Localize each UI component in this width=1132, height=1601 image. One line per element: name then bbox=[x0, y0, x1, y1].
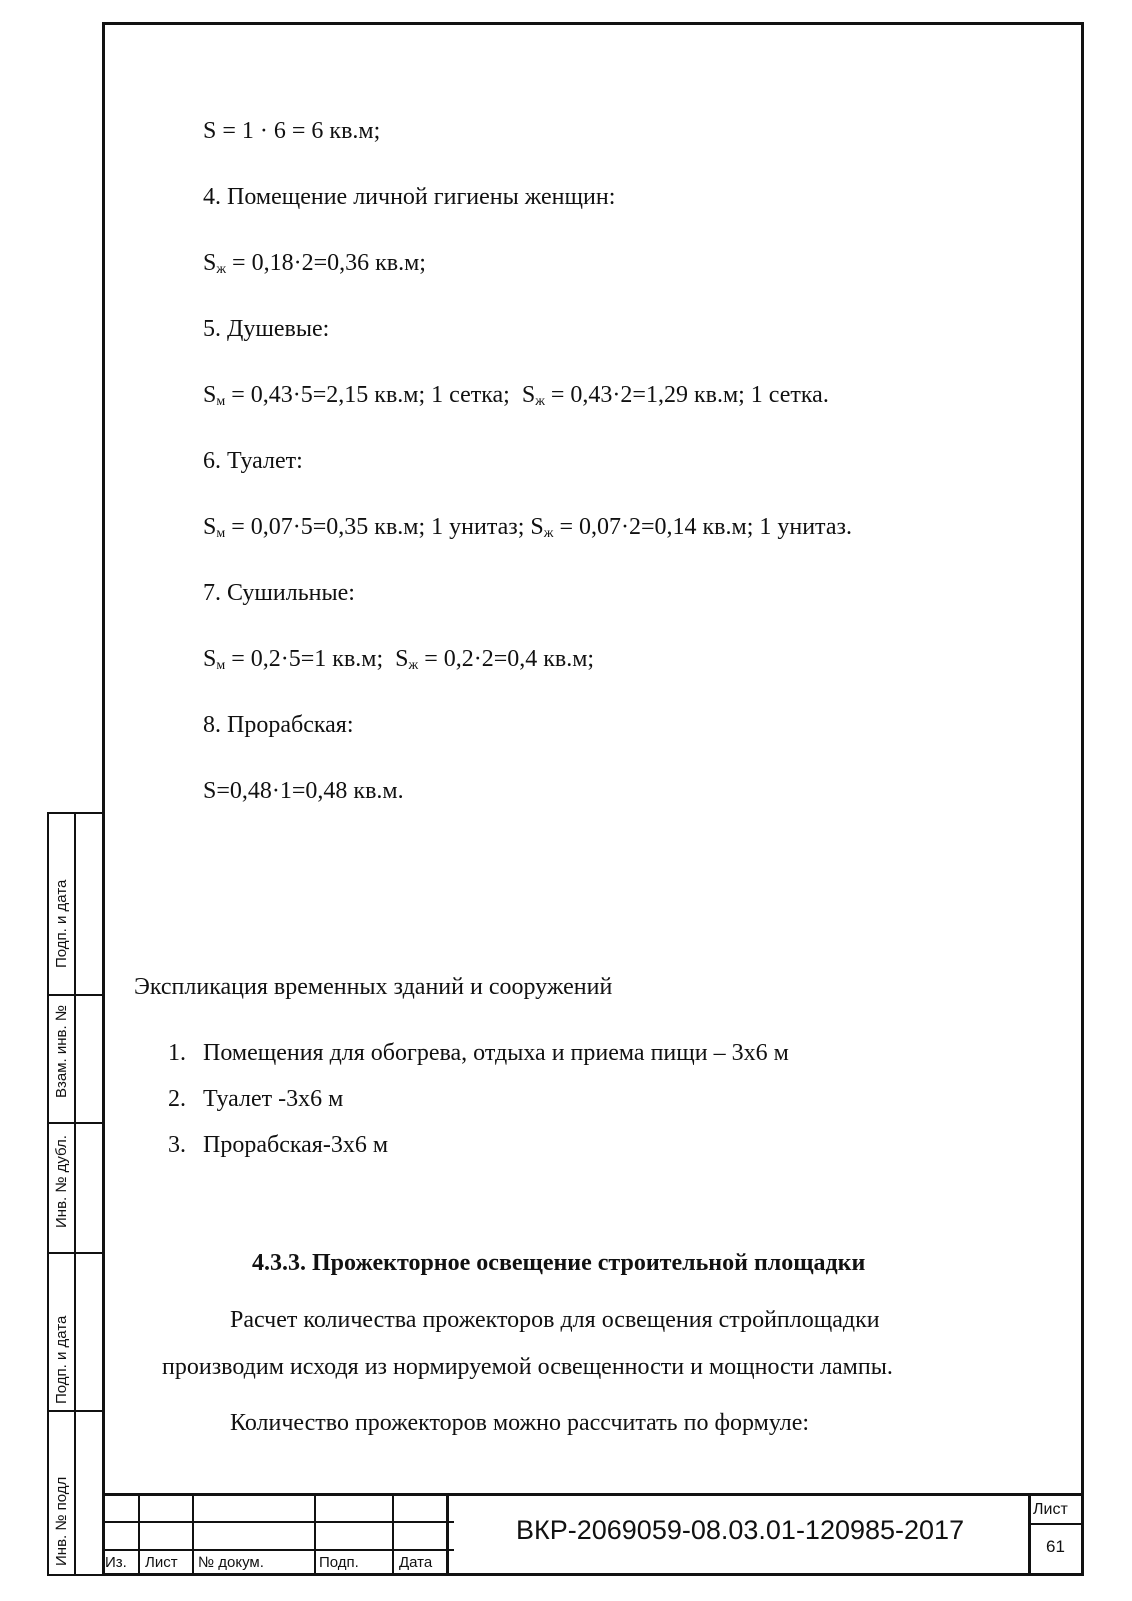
formula-toilet: $S_м = 0,07\cdot 5=0,35$ кв.м; 1 унитаз; $S_ж = 0,07\cdot 2=0,14$ кв.м; 1 унитаз. bbox=[203, 514, 852, 541]
title-block-top-border bbox=[102, 1493, 1084, 1496]
paragraph-line: производим исходя из нормируемой освещенности и мощности лампы. bbox=[162, 1354, 893, 1380]
formula-dryers: $S_м = 0,2\cdot 5=1$ кв.м; $S_ж = 0,2\cdot 2=0,4$ кв.м; bbox=[203, 646, 595, 673]
explication-item-text: Помещения для обогрева, отдыха и приема пищи – 3х6 м bbox=[203, 1040, 789, 1066]
left-stamp-label-original-inv: Инв. № подл bbox=[53, 1476, 70, 1566]
column-label-sheet: Лист bbox=[145, 1554, 178, 1571]
sheet-number: 61 bbox=[1046, 1537, 1065, 1556]
item-heading-showers: 5. Душевые: bbox=[203, 316, 330, 342]
title-block-col-line bbox=[392, 1493, 394, 1576]
left-stamp-divider bbox=[49, 1122, 103, 1124]
formula-showers: $S_м = 0,43\cdot 5=2,15$ кв.м; 1 сетка; $S_ж = 0,43\cdot 2=1,29$ кв.м; 1 сетка. bbox=[203, 382, 829, 409]
column-label-document: № докум. bbox=[198, 1554, 264, 1571]
left-stamp-divider bbox=[49, 994, 103, 996]
item-heading-dryers: 7. Сушильные: bbox=[203, 580, 355, 606]
column-label-signature: Подп. bbox=[319, 1554, 359, 1571]
left-stamp-divider bbox=[49, 1252, 103, 1254]
column-label-change: Из. bbox=[105, 1554, 127, 1571]
formula-women-hygiene: $S_ж = 0,18\cdot 2=0,36$ кв.м; bbox=[203, 250, 426, 277]
explication-item-number: 3. bbox=[168, 1132, 186, 1158]
title-block-sheet-line bbox=[1028, 1523, 1084, 1525]
formula-line: S = 1 · 6 = 6 кв.м; bbox=[203, 118, 381, 144]
explication-item-number: 2. bbox=[168, 1086, 186, 1112]
document-code: ВКР-2069059-08.03.01-120985-2017 bbox=[516, 1515, 965, 1545]
title-block-col-line bbox=[1028, 1493, 1031, 1576]
left-stamp-label-sign-date-2: Подп. и дата bbox=[53, 1315, 70, 1404]
column-label-date: Дата bbox=[399, 1554, 433, 1571]
title-block-col-line bbox=[446, 1493, 449, 1576]
title-block-col-line bbox=[192, 1493, 194, 1576]
title-block-row-line bbox=[102, 1521, 454, 1523]
paragraph-line: Количество прожекторов можно рассчитать по формуле: bbox=[230, 1410, 810, 1436]
title-block bbox=[102, 1493, 1084, 1576]
left-stamp-label-duplicate-inv: Инв. № дубл. bbox=[53, 1135, 70, 1228]
left-stamp-label-replacement-inv: Взам. инв. № bbox=[53, 1005, 70, 1098]
left-stamp-divider bbox=[49, 1410, 103, 1412]
explication-item-number: 1. bbox=[168, 1040, 186, 1066]
explication-item-text: Прорабская-3х6 м bbox=[203, 1132, 389, 1158]
title-block-col-line bbox=[138, 1493, 140, 1576]
explication-item-text: Туалет -3х6 м bbox=[203, 1086, 344, 1112]
paragraph-line: Расчет количества прожекторов для освещения стройплощадки bbox=[230, 1307, 880, 1333]
left-stamp-vline bbox=[74, 814, 76, 1574]
section-heading: 4.3.3. Прожекторное освещение строительной площадки bbox=[252, 1250, 866, 1276]
title-block-row-line bbox=[102, 1549, 454, 1551]
formula-foreman: S=0,48·1=0,48 кв.м. bbox=[203, 778, 404, 804]
item-heading-foreman: 8. Прорабская: bbox=[203, 712, 354, 738]
item-heading-women-hygiene: 4. Помещение личной гигиены женщин: bbox=[203, 184, 616, 210]
item-heading-toilet: 6. Туалет: bbox=[203, 448, 303, 474]
sheet-label: Лист bbox=[1033, 1501, 1068, 1518]
explication-title: Экспликация временных зданий и сооружений bbox=[134, 974, 613, 1000]
title-block-col-line bbox=[314, 1493, 316, 1576]
left-stamp-label-sign-date-1: Подп. и дата bbox=[53, 879, 70, 968]
